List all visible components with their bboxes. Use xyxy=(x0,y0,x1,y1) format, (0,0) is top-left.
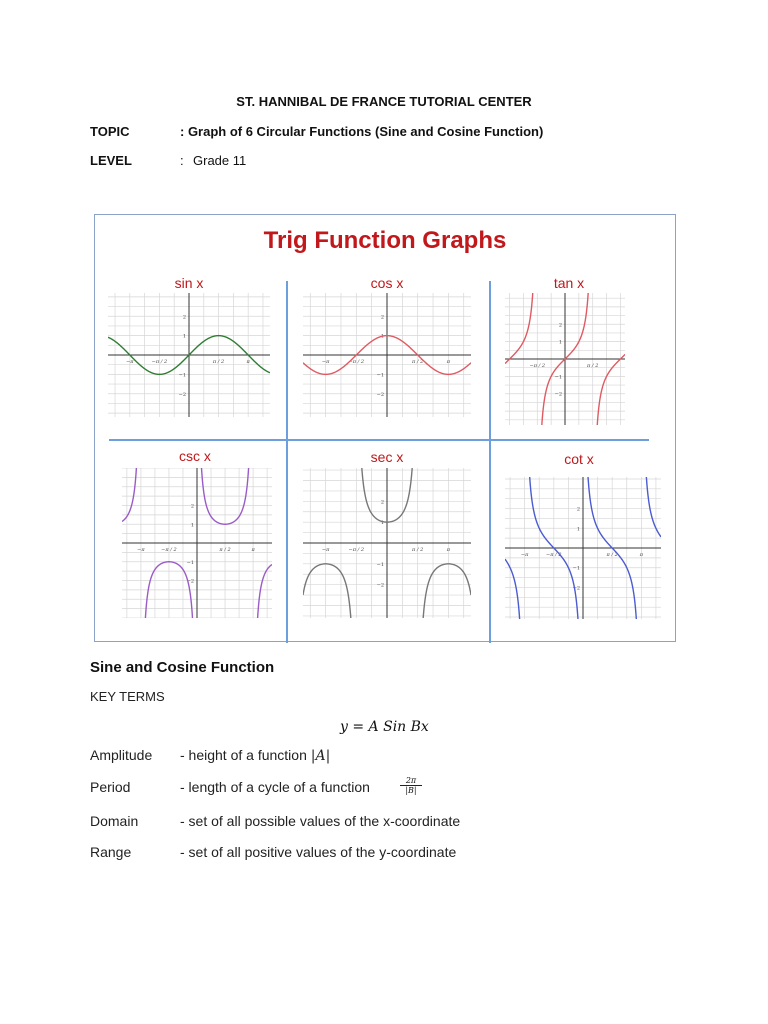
tick-label: π xyxy=(246,359,250,365)
tick-label: 2 xyxy=(380,314,384,321)
cot-graph xyxy=(505,477,661,619)
tick-label: −π xyxy=(520,552,529,558)
tick-label: −2 xyxy=(554,391,562,398)
tick-label: −1 xyxy=(178,372,186,379)
tick-label: −π / 2 xyxy=(529,363,546,369)
csc-graph xyxy=(122,468,272,618)
tick-label: 1 xyxy=(190,522,194,529)
sec-graph xyxy=(303,468,471,618)
tick-label: 1 xyxy=(182,333,186,340)
tick-label: π / 2 xyxy=(606,552,618,558)
level-colon: : xyxy=(180,153,184,168)
cos-graph xyxy=(303,293,471,417)
period-fraction xyxy=(400,776,422,795)
tick-label: π / 2 xyxy=(219,547,231,553)
tick-label: 1 xyxy=(380,333,384,340)
csc-label: csc x xyxy=(179,448,211,464)
figure-title: Trig Function Graphs xyxy=(263,227,507,254)
level-label: LEVEL xyxy=(90,153,132,168)
tick-label: 1 xyxy=(380,520,384,527)
tick-label: π / 2 xyxy=(412,547,424,553)
tick-label: π xyxy=(251,547,255,553)
divider-vertical-1 xyxy=(286,281,288,643)
term-amplitude: Amplitude xyxy=(90,747,153,763)
divider-horizontal xyxy=(109,439,649,441)
def-period: - length of a cycle of a function xyxy=(180,779,370,795)
period-numerator: 2π xyxy=(400,776,422,786)
tick-label: π / 2 xyxy=(412,359,424,365)
tick-label: −π / 2 xyxy=(348,359,365,365)
sin-graph xyxy=(108,293,270,417)
tick-label: 2 xyxy=(380,499,384,506)
tick-label: −π / 2 xyxy=(546,552,562,558)
trig-graphs-figure xyxy=(94,214,676,642)
tick-label: −1 xyxy=(554,374,562,381)
tick-label: −1 xyxy=(376,372,384,379)
tick-label: π / 2 xyxy=(212,359,225,365)
tick-label: −2 xyxy=(178,391,186,398)
sin-label: sin x xyxy=(174,275,204,291)
tick-label: −π xyxy=(321,359,330,365)
period-denominator: |B| xyxy=(405,786,417,795)
tick-label: 2 xyxy=(558,322,562,329)
tick-label: −π xyxy=(126,359,134,365)
tick-label: −1 xyxy=(376,561,384,568)
tick-label: 1 xyxy=(558,339,562,346)
tick-label: π xyxy=(446,547,451,553)
tick-label: −2 xyxy=(376,582,384,589)
level-value: Grade 11 xyxy=(193,153,247,168)
key-equation: y = A Sin Bx xyxy=(340,719,429,735)
tick-label: −2 xyxy=(376,391,384,398)
tick-label: 2 xyxy=(182,314,186,321)
def-amplitude-text: - height of a function xyxy=(180,747,311,763)
cos-label: cos x xyxy=(370,275,404,291)
tick-label: −2 xyxy=(572,585,580,592)
term-range: Range xyxy=(90,844,132,860)
tick-label: 2 xyxy=(190,503,194,510)
tick-label: −π xyxy=(321,547,330,553)
key-terms-label: KEY TERMS xyxy=(90,689,165,704)
tick-label: −π / 2 xyxy=(161,547,177,553)
tick-label: −π / 2 xyxy=(348,547,365,553)
cot-label: cot x xyxy=(564,451,594,467)
school-name: ST. HANNIBAL DE FRANCE TUTORIAL CENTER xyxy=(236,94,532,109)
tick-label: −π / 2 xyxy=(151,359,168,365)
amplitude-math: |A| xyxy=(310,748,331,764)
tick-label: −π xyxy=(137,547,145,553)
tick-label: π xyxy=(446,359,451,365)
def-range: - set of all positive values of the y-coordinate xyxy=(180,844,457,860)
term-period: Period xyxy=(90,779,131,795)
def-domain: - set of all possible values of the x-coordinate xyxy=(180,813,461,829)
tick-label: −2 xyxy=(186,578,194,585)
divider-vertical-2 xyxy=(489,281,491,643)
section-heading: Sine and Cosine Function xyxy=(90,659,275,676)
tick-label: π xyxy=(639,552,643,558)
tan-graph xyxy=(505,293,625,425)
term-domain: Domain xyxy=(90,813,139,829)
def-amplitude xyxy=(180,747,330,764)
topic-value: : Graph of 6 Circular Functions (Sine and Cosine Function) xyxy=(180,124,544,139)
tick-label: π / 2 xyxy=(587,363,599,369)
tick-label: 2 xyxy=(576,506,580,513)
topic-label: TOPIC xyxy=(90,124,130,139)
tick-label: −1 xyxy=(572,565,580,572)
sec-label: sec x xyxy=(370,449,404,465)
tick-label: −1 xyxy=(186,559,194,566)
tan-label: tan x xyxy=(553,275,585,291)
tick-label: 1 xyxy=(576,526,580,533)
